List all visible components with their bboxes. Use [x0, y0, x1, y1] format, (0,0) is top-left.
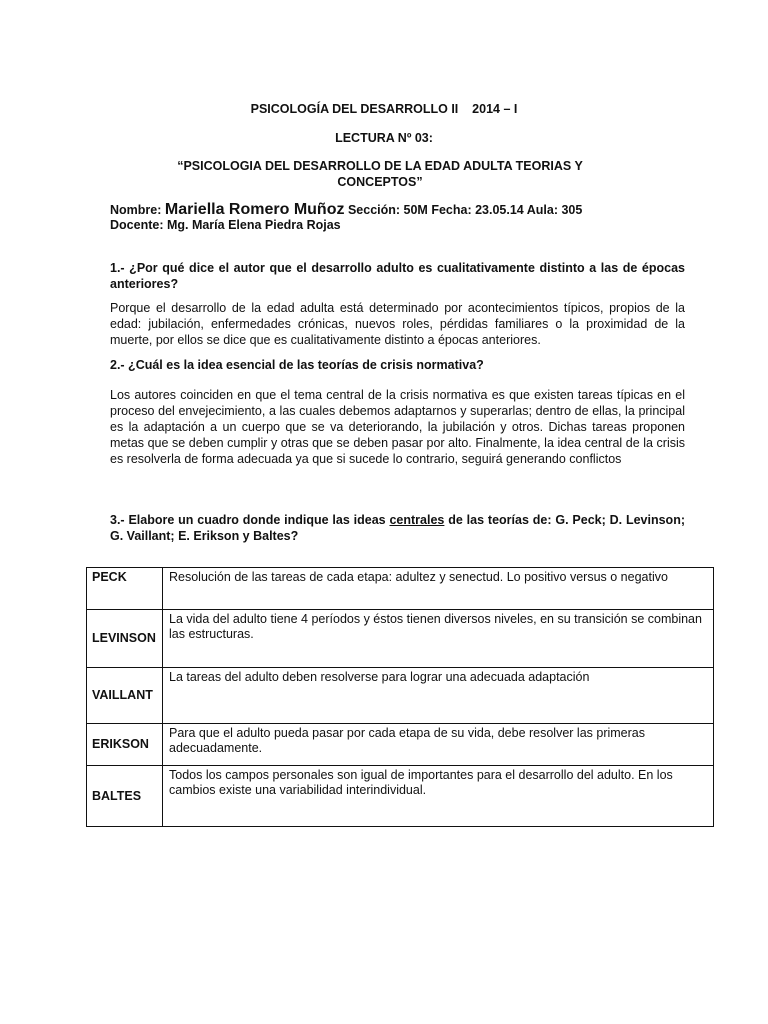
theory-idea: La tareas del adulto deben resolverse para lograr una adecuada adaptación — [163, 668, 714, 724]
theory-idea: Todos los campos personales son igual de importantes para el desarrollo del adulto. En los cambios existe una variabilidad interindividual. — [163, 766, 714, 827]
table-row — [87, 724, 714, 766]
table-row — [87, 610, 714, 668]
theory-idea: Para que el adulto pueda pasar por cada etapa de su vida, debe resolver las primeras adecuadamente. — [163, 724, 714, 766]
theory-idea: La vida del adulto tiene 4 períodos y éstos tienen diversos niveles, en su transición se combinan las estructuras. — [163, 610, 714, 668]
question-3-part2: de las teorías de: G. Peck; D. Levinson; G. Vaillant; E. Erikson y Baltes? — [110, 513, 685, 543]
table-row — [87, 668, 714, 724]
reading-number: LECTURA Nº 03: — [335, 131, 433, 145]
table-row — [87, 766, 714, 827]
student-name: Mariella Romero Muñoz — [164, 201, 345, 218]
theory-name: VAILLANT — [87, 668, 163, 724]
theory-idea: Resolución de las tareas de cada etapa: adultez y senectud. Lo positivo versus o negativo — [163, 568, 714, 610]
theory-name: BALTES — [87, 766, 163, 827]
teacher-line: Docente: Mg. María Elena Piedra Rojas — [110, 218, 341, 232]
student-line — [110, 201, 582, 219]
question-1: 1.- ¿Por qué dice el autor que el desarrollo adulto es cualitativamente distinto a las de épocas anteriores? — [110, 261, 685, 291]
theories-table — [86, 567, 714, 827]
table-row — [87, 568, 714, 610]
theory-name: LEVINSON — [87, 610, 163, 668]
answer-1: Porque el desarrollo de la edad adulta está determinado por acontecimientos típicos, propios de la edad: jubilación, enfermedades crónicas, nuevos roles, pérdidas familiares o la proximidad de la muerte, por ellos se dice que es cualitativamente distinto a épocas anteriores. — [110, 301, 685, 347]
reading-title: “PSICOLOGIA DEL DESARROLLO DE LA EDAD ADULTA TEORIAS Y CONCEPTOS” — [177, 159, 583, 189]
question-2: 2.- ¿Cuál es la idea esencial de las teorías de crisis normativa? — [110, 358, 484, 372]
student-details: Sección: 50M Fecha: 23.05.14 Aula: 305 — [347, 203, 583, 217]
course-title: PSICOLOGÍA DEL DESARROLLO II 2014 – I — [250, 102, 518, 116]
question-3-underlined: centrales — [389, 513, 445, 527]
answer-2: Los autores coinciden en que el tema central de la crisis normativa es que existen tareas típicas en el proceso del envejecimiento, a las cuales debemos adaptarnos y superarlas; dentro de ellas, la principal es la adaptación a un cuerpo que se va deteriorando, la jubilación y otros. Dichas tareas proponen metas que se deben cumplir y otras que se deben pasar por alto. Finalmente, la idea central de la crisis es resolverla de forma adecuada ya que si sucede lo contrario, seguirá generando conflictos — [110, 388, 685, 466]
question-3 — [110, 512, 685, 544]
nombre-label: Nombre: — [110, 203, 162, 217]
theory-name: PECK — [87, 568, 163, 610]
theory-name: ERIKSON — [87, 724, 163, 766]
question-3-part1: 3.- Elabore un cuadro donde indique las ideas — [110, 513, 390, 527]
